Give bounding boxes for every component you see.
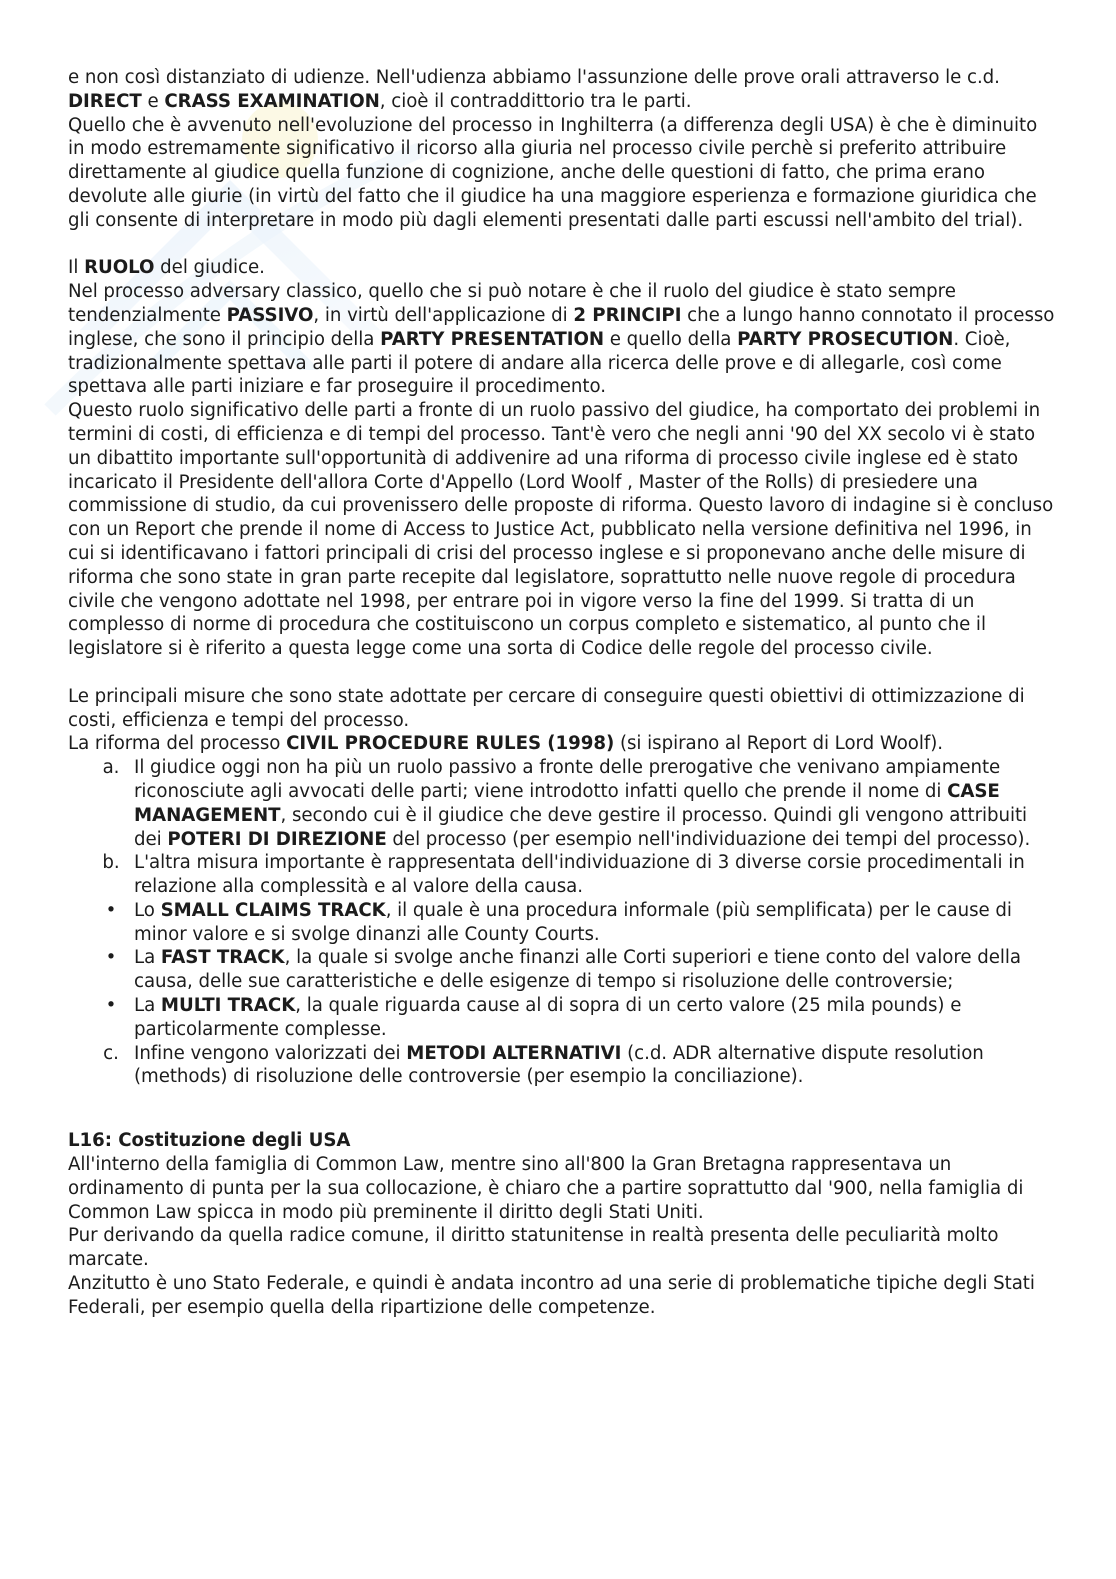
misure-paragraph-1: Le principali misure che sono state adottate per cercare di conseguire questi obiettivi di ottimizzazione di costi, efficienza e tempi del processo. xyxy=(68,685,1025,731)
list-marker: a. xyxy=(102,757,120,779)
list-item: c. Infine vengono valorizzati dei METODI ALTERNATIVI (c.d. ADR alternative dispute resolution (methods) di risoluzione delle controversie (per esempio la conciliazione). xyxy=(68,1042,1058,1090)
list-item: • La MULTI TRACK, la quale riguarda cause al di sopra di un certo valore (25 mila pounds) e particolarmente complesse. xyxy=(68,994,1058,1042)
misure-paragraph-2: La riforma del processo CIVIL PROCEDURE RULES (1998) (si ispirano al Report di Lord Woolf). xyxy=(68,733,944,755)
intro-paragraph-2: Quello che è avvenuto nell'evoluzione del processo in Inghilterra (a differenza degli USA) è che è diminuito in modo estremamente significativo il ricorso alla giuria nel processo civile perchè si preferito attribuire direttamente al giudice quella funzione di cognizione, anche delle questioni di fatto, che prima erano devolute alle giurie (in virtù del fatto che il giudice ha una maggiore esperienza e formazione giuridica che gli consente di interpretare in modo più dagli elementi presentati dalle parti escussi nell'ambito del trial). xyxy=(68,114,1038,231)
ruolo-title: Il RUOLO del giudice. xyxy=(68,257,265,279)
l16-paragraph-1: All'interno della famiglia di Common Law, mentre sino all'800 la Gran Bretagna rappresentava un ordinamento di punta per la sua collocazione, è chiaro che a partire soprattutto dal '900, nella famiglia di Common Law spicca in modo più preminente il diritto degli Stati Uniti. xyxy=(68,1154,1024,1223)
list-item: a. Il giudice oggi non ha più un ruolo passivo a fronte delle prerogative che venivano ampiamente riconosciute agli avvocati delle parti; viene introdotto infatti quello che prende il nome di CASE MANAGEMENT, secondo cui è il giudice che deve gestire il processo. Quindi gli vengono attribuiti dei POTERI DI DIREZIONE del processo (per esempio nell'individuazione dei tempi del processo). xyxy=(68,756,1058,851)
list-marker: b. xyxy=(102,852,120,874)
intro-paragraph-1: e non così distanziato di udienze. Nell'udienza abbiamo l'assunzione delle prove orali attraverso le c.d. DIRECT e CRASS EXAMINATION, cioè il contraddittorio tra le parti. xyxy=(68,67,1000,112)
bullet-icon: • xyxy=(105,995,117,1017)
list-marker: c. xyxy=(103,1042,119,1064)
list-item: • Lo SMALL CLAIMS TRACK, il quale è una procedura informale (più semplificata) per le cause di minor valore e si svolge dinanzi alle County Courts. xyxy=(68,899,1058,947)
ruolo-paragraph-2: Questo ruolo significativo delle parti a fronte di un ruolo passivo del giudice, ha comportato dei problemi in termini di costi, di efficienza e di tempi del processo. Tant'è vero che negli anni '90 del XX secolo vi è stato un dibattito importante sull'opportunità di addivenire ad una riforma di processo civile inglese ed è stato incaricato il Presidente dell'allora Corte d'Appello (Lord Woolf , Master of the Rolls) di presiedere una commissione di studio, da cui provenissero delle proposte di riforma. Questo lavoro di indagine si è concluso con un Report che prende il nome di Access to Justice Act, pubblicato nella versione definitiva nel 1996, in cui si identificavano i fattori principali di crisi del processo inglese e si proponevano anche delle misure di riforma che sono state in gran parte recepite dal legislatore, soprattutto nelle nuove regole di procedura civile che vengono adottate nel 1998, per entrare poi in vigore verso la fine del 1999. Si tratta di un complesso di norme di procedura che costituiscono un corpus completo e sistematico, al punto che il legislatore si è riferito a questa legge come una sorta di Codice delle regole del processo civile. xyxy=(68,400,1054,660)
section-heading: L16: Costituzione degli USA xyxy=(68,1130,351,1152)
list-item: b. L'altra misura importante è rappresentata dell'individuazione di 3 diverse corsie procedimentali in relazione alla complessità e al valore della causa. xyxy=(68,851,1058,899)
l16-paragraph-2: Pur derivando da quella radice comune, il diritto statunitense in realtà presenta delle peculiarità molto marcate. xyxy=(68,1225,999,1271)
misure-list xyxy=(68,756,1058,1089)
document-page xyxy=(68,66,1058,1320)
bullet-icon: • xyxy=(105,899,117,921)
l16-paragraph-3: Anzitutto è uno Stato Federale, e quindi è andata incontro ad una serie di problematiche tipiche degli Stati Federali, per esempio quella della ripartizione delle competenze. xyxy=(68,1273,1035,1318)
bullet-icon: • xyxy=(105,947,117,969)
list-item: • La FAST TRACK, la quale si svolge anche finanzi alle Corti superiori e tiene conto del valore della causa, delle sue caratteristiche e delle esigenze di tempo si risoluzione delle controversie; xyxy=(68,946,1058,994)
ruolo-paragraph-1: Nel processo adversary classico, quello che si può notare è che il ruolo del giudice è stato sempre tendenzialmente PASSIVO, in virtù dell'applicazione di 2 PRINCIPI che a lungo hanno connotato il processo inglese, che sono il principio della PARTY PRESENTATION e quello della PARTY PROSECUTION. Cioè, tradizionalmente spettava alle parti il potere di andare alla ricerca delle prove e di allegarle, così come spettava alle parti iniziare e far proseguire il procedimento. xyxy=(68,281,1055,398)
